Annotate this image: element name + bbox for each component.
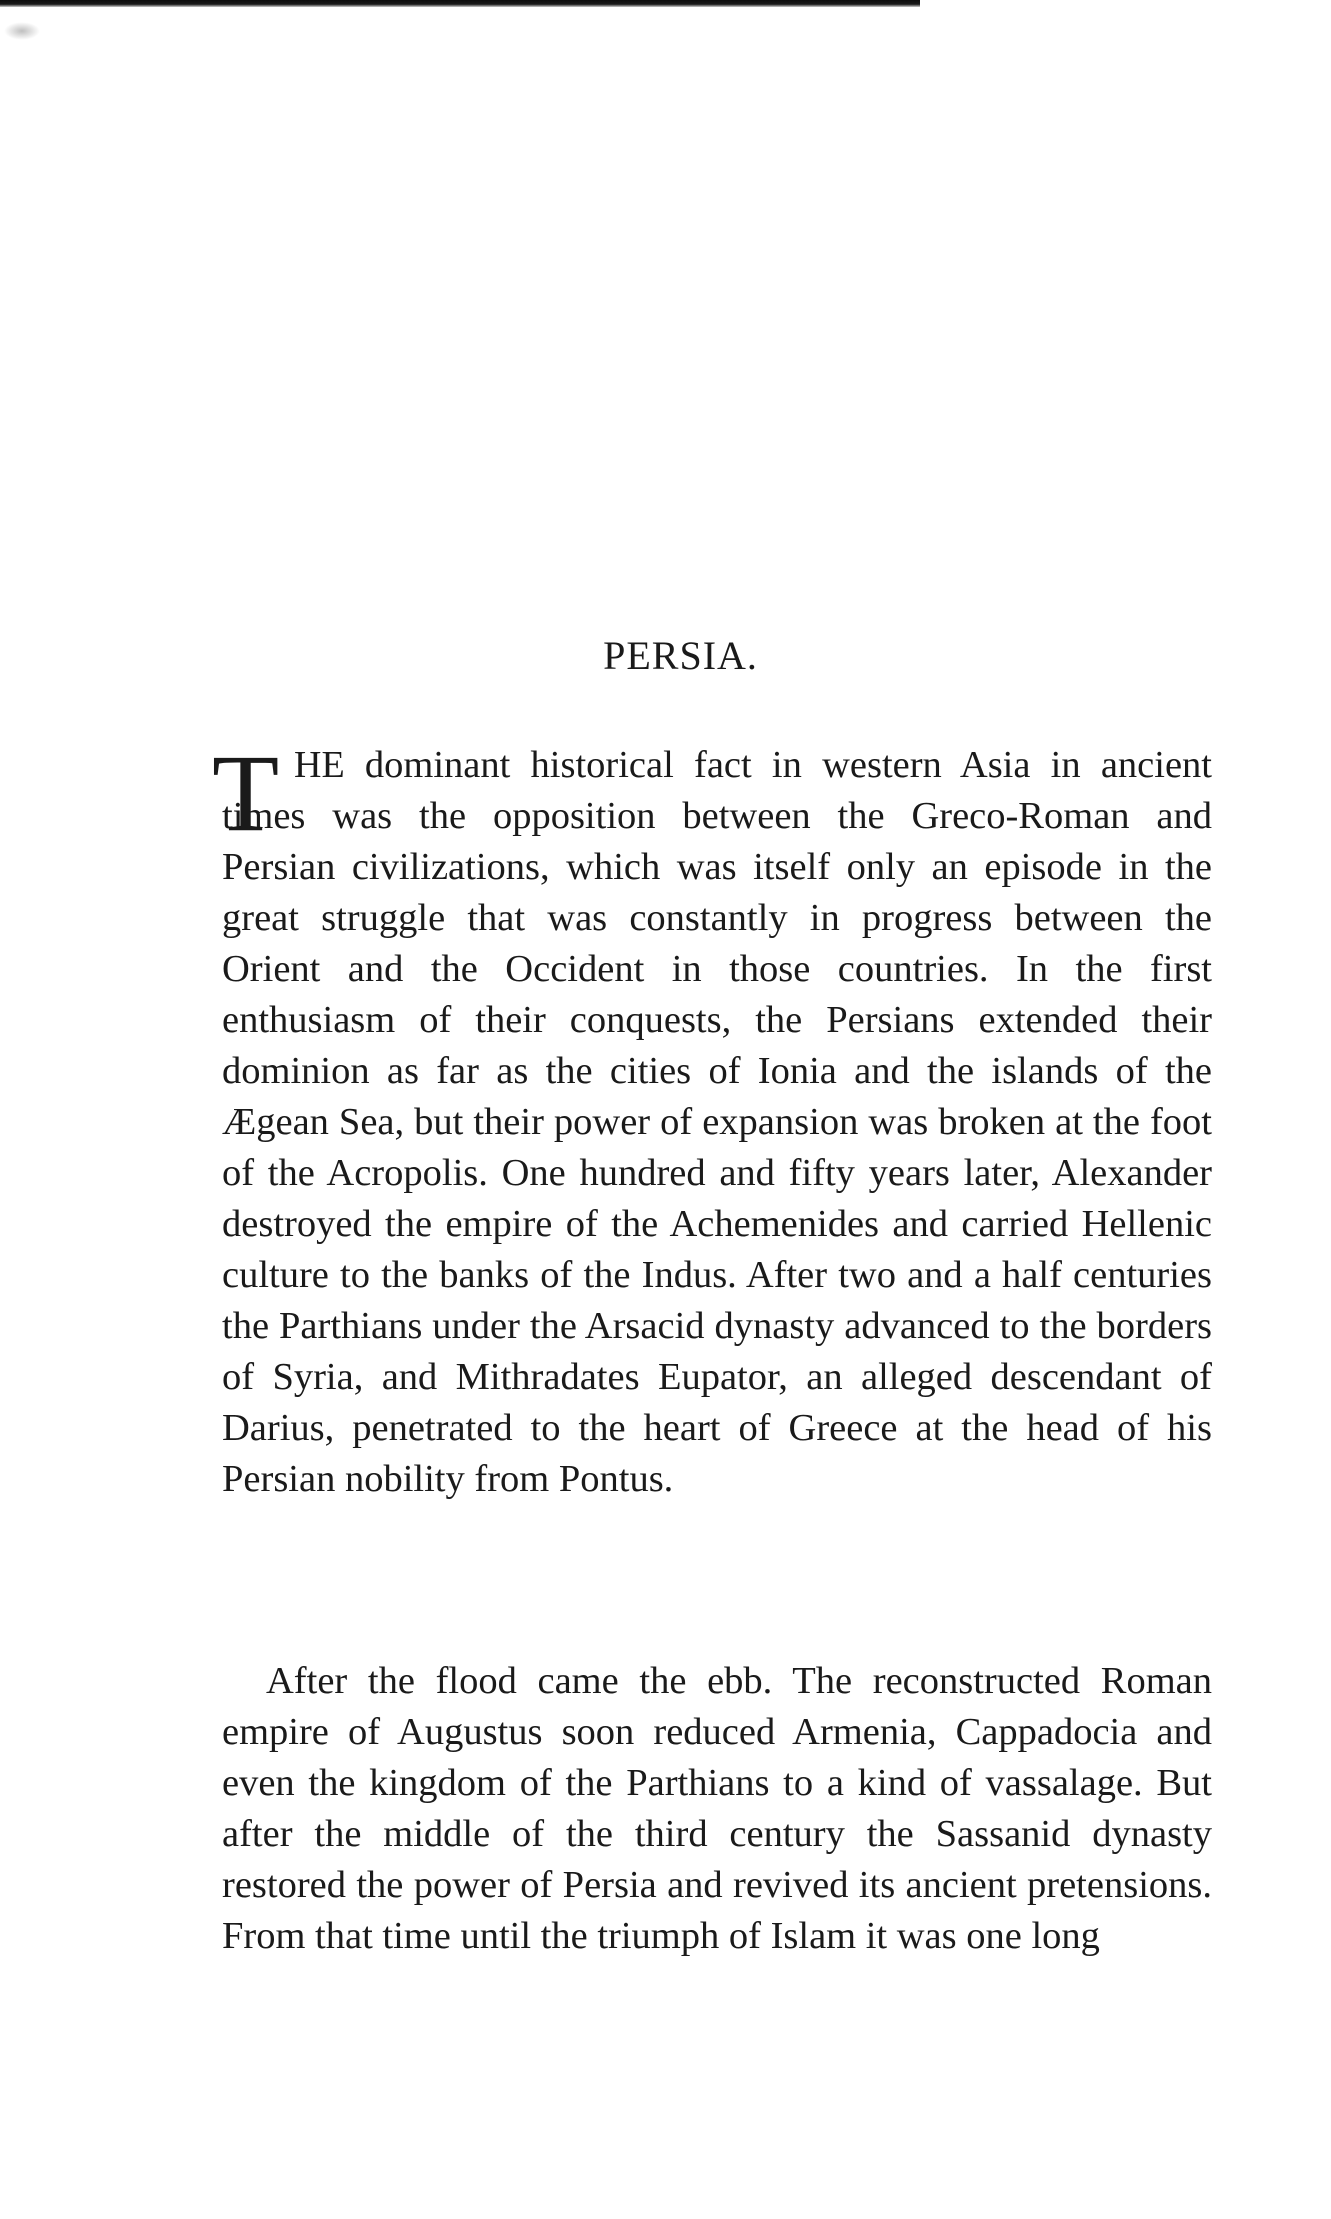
scan-border [0, 0, 920, 7]
chapter-title: PERSIA. [603, 633, 758, 678]
drop-cap: T [212, 732, 280, 854]
paragraph-1 [222, 740, 1212, 1505]
paragraph-1-text: dominant historical fact in western Asia in ancient times was the opposition between the Greco-Roman and Persian civilizations, which was itself only an episode in the great struggle that was constantly in progress between the Orient and the Occident in those countries. In the first enthusiasm of their conquests, the Persians extended their dominion as far as the cities of Ionia and the islands of the Ægean Sea, but their power of expansion was broken at the foot of the Acropolis. One hundred and fifty years later, Alexander destroyed the empire of the Achemenides and carried Hellenic culture to the banks of the Indus. After two and a half centuries the Parthians under the Arsacid dynasty advanced to the borders of Syria, and Mithradates Eupator, an alleged descendant of Darius, penetrated to the heart of Greece at the head of his Persian nobility from Pontus. [222, 744, 1212, 1500]
paragraph-2: After the flood came the ebb. The reconstructed Roman empire of Augustus soon reduced Armenia, Cappadocia and even the kingdom of the Parthians to a kind of vassalage. But after the middle of the third century the Sassanid dynasty restored the power of Persia and revived its ancient pretensions. From that time until the triumph of Islam it was one long [222, 1660, 1212, 1957]
opening-word: HE [294, 744, 345, 786]
scan-speck [4, 22, 40, 40]
